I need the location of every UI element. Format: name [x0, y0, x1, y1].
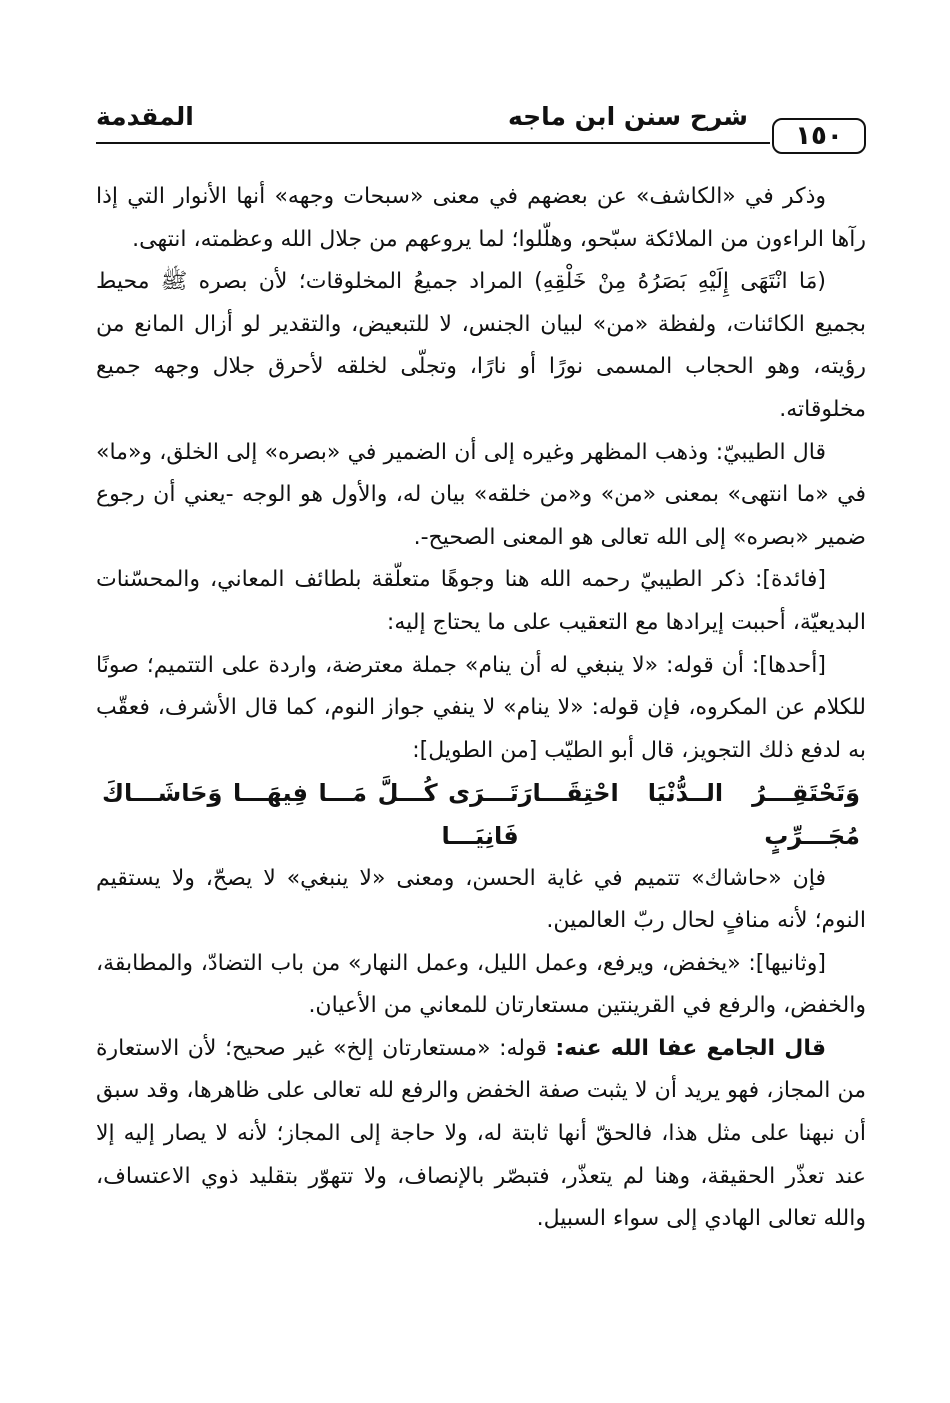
section-title: المقدمة — [96, 102, 194, 131]
paragraph-hashaka: فإن «حاشاك» تتميم في غاية الحسن، ومعنى «لا ينبغي» لا يصحّ، ولا يستقيم النوم؛ لأنه منافٍ لحال ربّ العالمين. — [96, 865, 866, 934]
closing-lead: قال الجامع عفا الله عنه: — [555, 1035, 826, 1061]
header-rule — [96, 142, 770, 144]
page-body — [96, 176, 866, 1241]
paragraph-closing — [96, 1028, 866, 1241]
verse-second-hemistich: تَـــرَى كُـــلَّ مَـــا فِيهَـــا وَحَاشَـــاكَ فَانِيَـــا — [102, 779, 519, 850]
book-title: شرح سنن ابن ماجه — [507, 102, 748, 131]
paragraph-first-point: [أحدها]: أن قوله: «لا ينبغي له أن ينام» جملة معترضة، واردة على التتميم؛ صونًا للكلام عن المكروه، فإن قوله: «لا ينام» لا ينفي جواز النوم، كما قال الأشرف، فعقّب به لدفع ذلك التجويز، قال أبو الطيّب [من الطويل]: — [96, 652, 866, 763]
paragraph-second-point: [وثانيها]: «يخفض، ويرفع، وعمل الليل، وعمل النهار» من باب التضادّ، والمطابقة، والخفض، والرفع في القرينتين مستعارتان للمعاني من الأعيان. — [96, 950, 866, 1019]
paragraph-faida: [فائدة]: ذكر الطيبيّ رحمه الله هنا وجوهًا متعلّقة بلطائف المعاني، والمحسّنات البديعيّة، أحببت إيرادها مع التعقيب على ما يحتاج إليه: — [96, 567, 866, 635]
page-number: ١٥٠ — [772, 118, 866, 154]
paragraph-tibi: قال الطيبيّ: وذهب المظهر وغيره إلى أن الضمير في «بصره» إلى الخلق، و«ما» في «ما انتهى» بمعنى «من» و«من خلقه» بيان له، والأول هو الوجه -يعني أن رجوع ضمير «بصره» إلى الله تعالى هو المعنى الصحيح-. — [96, 439, 866, 550]
page-header — [96, 96, 866, 156]
paragraph-basaruhu: (مَا انْتَهَى إِلَيْهِ بَصَرُهُ مِنْ خَلْقِهِ) المراد جميعُ المخلوقات؛ لأن بصره ﷺ محيط بجميع الكائنات، ولفظة «من» لبيان الجنس، لا للتبعيض، والتقدير لو أزال المانع من رؤيته، وهو الحجاب المسمى نورًا أو نارًا، وتجلّى لخلقه لأحرق جلال وجهه جميع مخلوقاته. — [96, 269, 866, 422]
closing-text: قوله: «مستعارتان إلخ» غير صحيح؛ لأن الاستعارة من المجاز، فهو يريد أن لا يثبت صفة الخفض والرفع لله تعالى على ظاهرها، وقد سبق أن نبهنا على مثل هذا، فالحقّ أنها ثابتة له، ولا حاجة إلى المجاز؛ لأنه لا يصار إليه إلا عند تعذّر الحقيقة، وهنا لم يتعذّر، فتبصّر بالإنصاف، ولا تتهوّر بتقليد ذوي الاعتساف، والله تعالى الهادي إلى سواء السبيل. — [96, 1035, 866, 1232]
poetry-verse — [96, 772, 866, 857]
paragraph-kashif: وذكر في «الكاشف» عن بعضهم في معنى «سبحات وجهه» أنها الأنوار التي إذا رآها الراءون من الملائكة سبّحو، وهلّلوا؛ لما يروعهم من جلال الله وعظمته، انتهى. — [96, 184, 866, 252]
verse-first-hemistich: وَتَحْتَقِـــرُ الــدُّنْيَا احْتِقَـــارَ مُجَـــرِّبٍ — [518, 779, 860, 850]
